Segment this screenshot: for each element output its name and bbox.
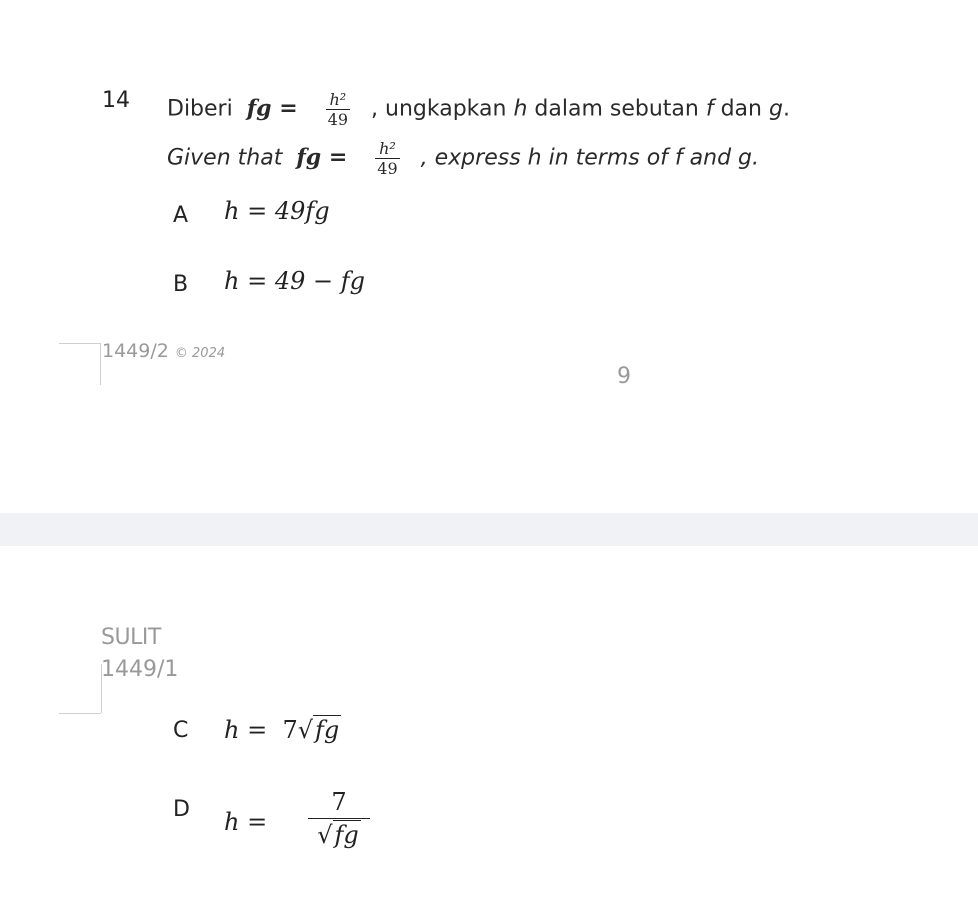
paper-code-footer: [102, 340, 225, 362]
malay-var-h: h: [513, 96, 528, 122]
crop-mark-top-horizontal: [59, 343, 100, 344]
option-a-letter: A: [173, 203, 189, 228]
sulit-label: SULIT: [101, 625, 161, 650]
option-c-lhs: h =: [224, 716, 268, 744]
malay-fraction: [326, 90, 350, 129]
malay-end: .: [782, 96, 790, 122]
page-separator: [0, 513, 978, 546]
option-b-letter: B: [173, 272, 189, 297]
crop-mark-bottom-vertical: [101, 664, 102, 713]
square-root: [317, 821, 361, 849]
radical-sign: √: [297, 716, 314, 744]
option-d-lhs: h =: [224, 808, 268, 836]
fraction-numerator: h²: [379, 139, 396, 158]
option-c-expression: [224, 716, 341, 744]
page-number: 9: [617, 364, 631, 389]
crop-mark-bottom-horizontal: [59, 713, 101, 714]
malay-prefix: Diberi: [167, 96, 233, 122]
fraction-numerator: h²: [329, 90, 347, 109]
english-prefix: Given that: [167, 145, 283, 171]
malay-lhs: fg =: [246, 95, 298, 122]
fraction-denominator: 49: [327, 110, 349, 129]
crop-mark-top-vertical: [100, 343, 101, 385]
malay-var-g: g: [768, 96, 783, 122]
option-c-radicand: fg: [315, 716, 340, 744]
option-d-letter: D: [173, 797, 190, 822]
english-fraction: [375, 139, 399, 178]
question-text-english: [167, 139, 759, 178]
option-c-letter: C: [173, 718, 189, 743]
malay-suffix-a: , ungkapkan: [371, 96, 507, 122]
option-c-coefficient: 7: [282, 716, 298, 744]
option-d-denominator: [308, 819, 370, 849]
option-d-lhs-wrap: [224, 808, 267, 836]
option-b-expression: h = 49 − fg: [224, 267, 365, 295]
malay-suffix-c: dan: [720, 96, 762, 122]
radical-sign: √: [317, 821, 333, 849]
square-root: [298, 716, 342, 744]
option-d-radicand: fg: [334, 821, 359, 849]
copyright-year: © 2024: [174, 346, 226, 361]
english-lhs: fg =: [296, 144, 348, 171]
malay-var-f: f: [705, 96, 714, 122]
option-d-fraction: [308, 788, 370, 849]
english-suffix: , express h in terms of f and g.: [420, 145, 759, 171]
paper-code-header: 1449/1: [101, 657, 179, 682]
option-a-expression: h = 49fg: [224, 197, 330, 225]
malay-suffix-b: dalam sebutan: [534, 96, 699, 122]
question-number: 14: [102, 88, 130, 113]
question-text-malay: [167, 90, 790, 129]
paper-code: 1449/2: [102, 340, 169, 362]
fraction-denominator: 49: [377, 159, 398, 178]
option-d-numerator: 7: [308, 788, 370, 819]
